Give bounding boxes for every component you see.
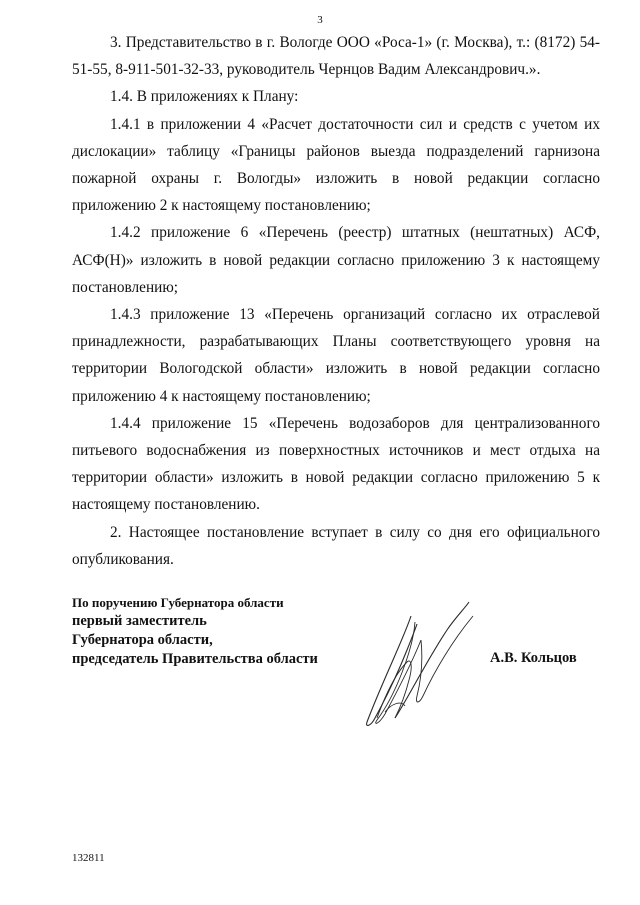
paragraph-representative-office: 3. Представительство в г. Вологде ООО «Роса-1» (г. Москва), т.: (8172) 54-51-55, 8-911-501-32-33, руководитель Чернцов Вадим Александрович.». xyxy=(72,34,600,79)
signatory-name: А.В. Кольцов xyxy=(490,650,577,666)
paragraph-1-4-4: 1.4.4 приложение 15 «Перечень водозаборов для централизованного питьевого водоснабжения из поверхностных источников и мест отдыха на территории области» изложить в новой редакции согласно приложению 5 к настоящему постановлению. xyxy=(72,414,600,514)
document-body xyxy=(72,29,600,573)
handwritten-signature xyxy=(355,600,485,735)
page-number: 3 xyxy=(317,14,323,26)
document-code: 132811 xyxy=(72,852,105,864)
paragraph-1-4-1: 1.4.1 в приложении 4 «Расчет достаточности сил и средств с учетом их дислокации» таблицу «Границы районов выезда подразделений гарнизона пожарной охраны г. Вологды» изложить в новой редакции согласно приложению 2 к настоящему постановлению; xyxy=(72,115,600,215)
paragraph-1-4-3: 1.4.3 приложение 13 «Перечень организаций согласно их отраслевой принадлежности, разрабатывающих Планы соответствующего уровня на территории Вологодской области» изложить в новой редакции согласно приложению 4 к настоящему постановлению; xyxy=(72,306,600,405)
paragraph-1-4: 1.4. В приложениях к Плану: xyxy=(110,88,299,106)
paragraph-2-effective-date: 2. Настоящее постановление вступает в силу со дня его официального опубликования. xyxy=(72,523,600,568)
signature-block xyxy=(72,594,602,714)
signatory-position-line-1: первый заместитель xyxy=(72,613,207,629)
signatory-on-behalf: По поручению Губернатора области xyxy=(72,595,284,610)
signatory-position-line-3: председатель Правительства области xyxy=(72,651,318,667)
paragraph-1-4-2: 1.4.2 приложение 6 «Перечень (реестр) штатных (нештатных) АСФ, АСФ(Н)» изложить в новой редакции согласно приложению 3 к настоящему постановлению; xyxy=(72,224,600,296)
signatory-position-line-2: Губернатора области, xyxy=(72,632,213,648)
